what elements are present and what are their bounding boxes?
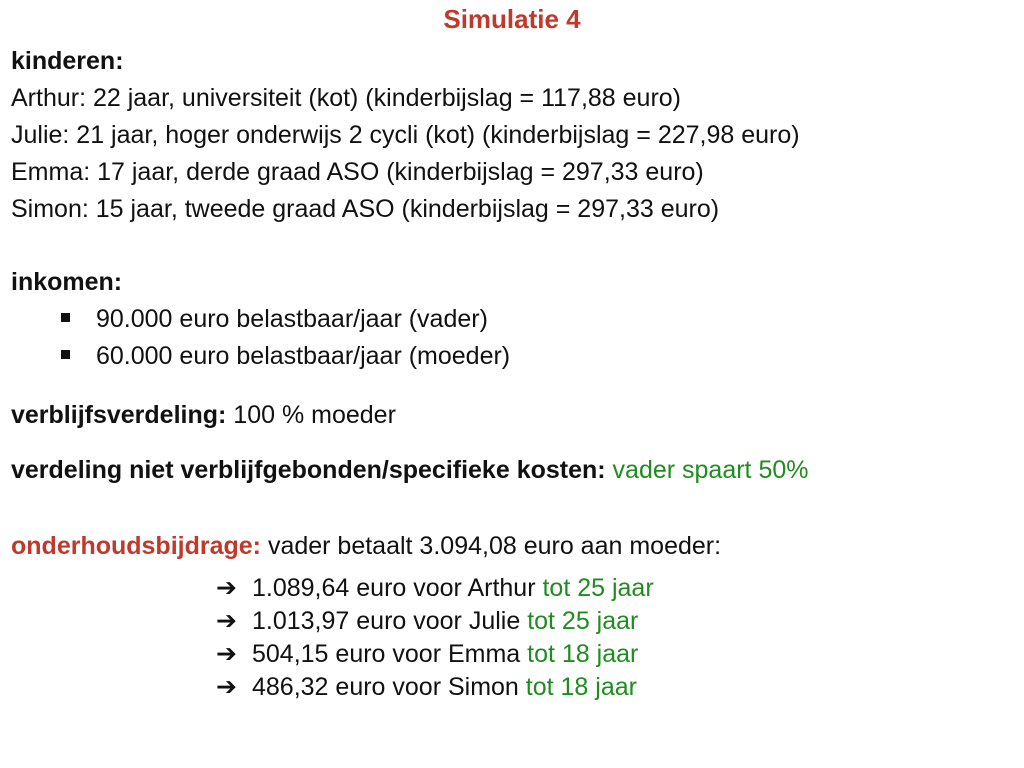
verdeling-value: vader spaart 50% <box>605 456 809 484</box>
kinderen-heading: kinderen: <box>11 47 124 75</box>
verblijf-value: 100 % moeder <box>226 401 396 429</box>
inkomen-section <box>11 264 510 375</box>
income-moeder <box>11 338 510 375</box>
breakdown-text: 504,15 euro voor Emma <box>252 640 528 668</box>
breakdown-term: tot 25 jaar <box>527 607 639 635</box>
breakdown-arthur <box>216 572 654 605</box>
inkomen-heading: inkomen: <box>11 268 123 296</box>
onderhoud-label: onderhoudsbijdrage: <box>11 532 261 560</box>
onderhoud-line <box>11 528 721 565</box>
arrow-right-icon: ➔ <box>216 607 237 635</box>
verblijf-line <box>11 397 396 434</box>
child-emma: Emma: 17 jaar, derde graad ASO (kinderbijslag = 297,33 euro) <box>11 158 704 186</box>
child-julie: Julie: 21 jaar, hoger onderwijs 2 cycli (kot) (kinderbijslag = 227,98 euro) <box>11 121 800 149</box>
onderhoud-breakdown <box>216 572 654 704</box>
breakdown-emma <box>216 638 654 671</box>
child-arthur: Arthur: 22 jaar, universiteit (kot) (kinderbijslag = 117,88 euro) <box>11 84 682 112</box>
arrow-right-icon: ➔ <box>216 640 237 668</box>
bullet-square-icon <box>61 313 70 322</box>
breakdown-text: 1.013,97 euro voor Julie <box>252 607 528 635</box>
breakdown-simon <box>216 671 654 704</box>
onderhoud-value: vader betaalt 3.094,08 euro aan moeder: <box>261 532 722 560</box>
income-moeder-text: 60.000 euro belastbaar/jaar (moeder) <box>96 342 511 370</box>
kinderen-section <box>11 43 800 228</box>
breakdown-term: tot 25 jaar <box>542 574 654 602</box>
breakdown-julie <box>216 605 654 638</box>
breakdown-term: tot 18 jaar <box>527 640 639 668</box>
verdeling-line <box>11 452 809 489</box>
arrow-right-icon: ➔ <box>216 673 237 701</box>
bullet-square-icon <box>61 350 70 359</box>
breakdown-text: 1.089,64 euro voor Arthur <box>252 574 543 602</box>
breakdown-term: tot 18 jaar <box>525 673 637 701</box>
verdeling-label: verdeling niet verblijfgebonden/specifieke kosten: <box>11 456 606 484</box>
breakdown-text: 486,32 euro voor Simon <box>252 673 526 701</box>
verblijf-label: verblijfsverdeling: <box>11 401 227 429</box>
arrow-right-icon: ➔ <box>216 574 237 602</box>
income-vader-text: 90.000 euro belastbaar/jaar (vader) <box>96 305 488 333</box>
slide-title: Simulatie 4 <box>443 4 581 34</box>
child-simon: Simon: 15 jaar, tweede graad ASO (kinderbijslag = 297,33 euro) <box>11 195 720 223</box>
income-vader <box>11 301 510 338</box>
